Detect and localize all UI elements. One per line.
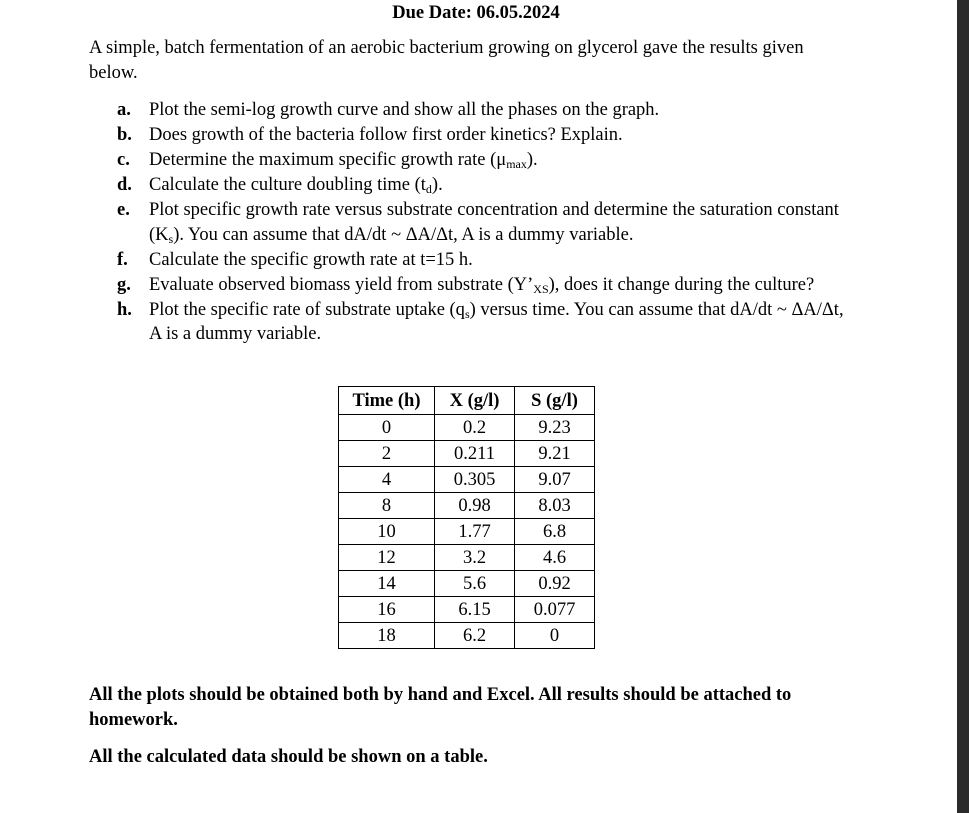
cell-time: 18 — [339, 623, 435, 649]
question-letter: c. — [117, 150, 130, 170]
question-letter: b. — [117, 125, 132, 145]
cell-biomass: 0.2 — [435, 415, 515, 441]
question-text — [149, 175, 443, 195]
question-text-pre: Calculate the culture doubling time (t — [149, 175, 426, 195]
td-subscript: d — [425, 182, 432, 196]
question-letter: f. — [117, 249, 128, 270]
question-text-post: ) versus time. You can assume that dA/dt ~ ΔA/Δt, A is a dummy variable. — [149, 299, 844, 344]
question-text — [149, 300, 844, 345]
question-text-post: ). — [431, 175, 443, 195]
header-biomass: X (g/l) — [435, 387, 515, 415]
question-text: Plot the semi-log growth curve and show all the phases on the graph. — [149, 100, 660, 120]
cell-time: 12 — [339, 545, 435, 571]
mu-max-subscript: max — [506, 157, 527, 171]
question-text-post: ), does it change during the culture? — [548, 274, 815, 295]
question-text — [149, 200, 839, 245]
cell-biomass: 0.98 — [435, 493, 515, 519]
cell-substrate: 9.07 — [515, 467, 595, 493]
cell-substrate: 4.6 — [515, 545, 595, 571]
header-time: Time (h) — [339, 387, 435, 415]
cell-time: 16 — [339, 597, 435, 623]
cell-time: 4 — [339, 467, 435, 493]
ks-subscript: s — [168, 231, 174, 246]
cell-biomass: 1.77 — [435, 519, 515, 545]
question-g — [117, 273, 852, 298]
question-text-post: ). You can assume that dA/dt ~ ΔA/Δt, A is a dummy variable. — [173, 224, 634, 245]
cell-biomass: 6.15 — [435, 597, 515, 623]
cell-substrate: 0.92 — [515, 571, 595, 597]
question-letter: e. — [117, 200, 130, 220]
question-text: Calculate the specific growth rate at t=15 h. — [149, 249, 473, 270]
question-d — [117, 173, 852, 198]
question-list — [117, 98, 852, 347]
question-text — [149, 150, 538, 170]
cell-biomass: 3.2 — [435, 545, 515, 571]
cell-substrate: 0 — [515, 623, 595, 649]
table-row — [339, 441, 595, 467]
question-f — [117, 248, 852, 273]
question-letter: a. — [117, 100, 131, 120]
question-text-pre: Evaluate observed biomass yield from substrate (Y’ — [149, 274, 534, 295]
table-row — [339, 597, 595, 623]
question-a — [117, 98, 852, 123]
question-e — [117, 198, 852, 247]
intro-paragraph: A simple, batch fermentation of an aerobic bacterium growing on glycerol gave the results given below. — [89, 38, 804, 83]
cell-time: 10 — [339, 519, 435, 545]
cell-substrate: 8.03 — [515, 493, 595, 519]
cell-substrate: 0.077 — [515, 597, 595, 623]
question-b — [117, 123, 852, 148]
cell-time: 2 — [339, 441, 435, 467]
question-text-pre: Determine the maximum specific growth rate (μ — [149, 150, 507, 170]
question-text: Does growth of the bacteria follow first order kinetics? Explain. — [149, 125, 623, 145]
qs-subscript: s — [464, 306, 470, 321]
question-c — [117, 148, 852, 173]
cell-substrate: 9.21 — [515, 441, 595, 467]
cell-biomass: 0.305 — [435, 467, 515, 493]
table-row — [339, 623, 595, 649]
question-letter: h. — [117, 299, 132, 320]
cell-substrate: 6.8 — [515, 519, 595, 545]
table-row — [339, 519, 595, 545]
question-text-pre: Plot specific growth rate versus substrate concentration and determine the saturation constant (K — [149, 200, 839, 245]
table-row — [339, 545, 595, 571]
question-letter: g. — [117, 274, 131, 295]
viewer-scrollbar[interactable] — [957, 0, 969, 813]
header-substrate: S (g/l) — [515, 387, 595, 415]
cell-time: 14 — [339, 571, 435, 597]
cell-time: 8 — [339, 493, 435, 519]
table-row — [339, 493, 595, 519]
plots-instruction: All the plots should be obtained both by hand and Excel. All results should be attached to homework. — [89, 685, 792, 730]
cell-biomass: 5.6 — [435, 571, 515, 597]
cell-substrate: 9.23 — [515, 415, 595, 441]
table-header-row — [339, 387, 595, 415]
question-text — [149, 275, 814, 295]
due-date-heading: Due Date: 06.05.2024 — [392, 3, 560, 23]
table-row — [339, 415, 595, 441]
table-instruction: All the calculated data should be shown on a table. — [89, 747, 488, 767]
table-row — [339, 467, 595, 493]
yxs-subscript: XS — [533, 281, 549, 296]
cell-biomass: 6.2 — [435, 623, 515, 649]
question-h — [117, 298, 852, 347]
table-row — [339, 571, 595, 597]
cell-time: 0 — [339, 415, 435, 441]
question-text-pre: Plot the specific rate of substrate uptake (q — [149, 299, 465, 320]
question-letter: d. — [117, 175, 132, 195]
cell-biomass: 0.211 — [435, 441, 515, 467]
fermentation-data-table — [338, 386, 595, 649]
question-text-post: ). — [526, 150, 538, 170]
